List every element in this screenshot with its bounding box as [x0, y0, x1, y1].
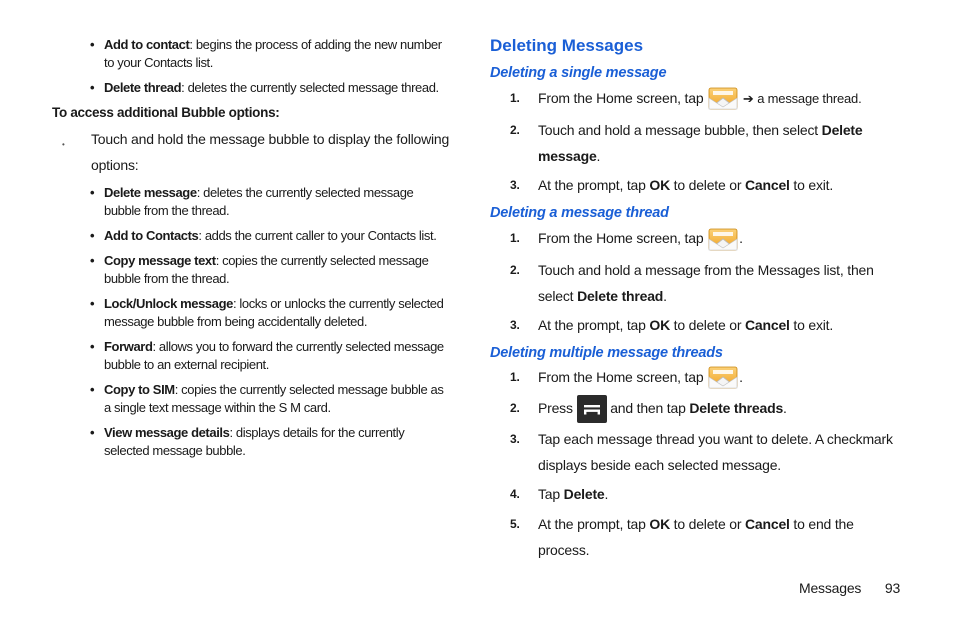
step-text: At the prompt, tap	[538, 177, 650, 194]
arrow-icon: ➔	[742, 91, 754, 106]
step-text: and then tap	[610, 399, 690, 416]
step-number: 3.	[510, 178, 520, 193]
step-text: .	[783, 399, 787, 416]
step-text: displays beside each selected message.	[538, 457, 781, 474]
right-column	[490, 36, 910, 563]
subheading-multiple: Deleting multiple message threads	[490, 344, 723, 361]
bullet-add-to-contact	[52, 36, 452, 72]
step-bold: Delete thread	[577, 287, 664, 304]
bullet-desc: : adds the current caller to your Contacts list.	[198, 228, 437, 243]
messaging-envelope-icon[interactable]	[707, 364, 739, 392]
option-delete-message	[52, 184, 452, 220]
subheading-single: Deleting a single message	[490, 65, 667, 81]
step-text: Press	[538, 399, 573, 416]
step-text: .	[604, 486, 609, 503]
multiple-step-1	[490, 364, 910, 392]
option-copy-to-sim	[52, 381, 452, 417]
step-number: 1.	[510, 91, 520, 105]
option-view-details	[52, 424, 452, 460]
cancel-label: Cancel	[745, 177, 790, 194]
step-number: 1.	[510, 231, 520, 246]
bullet-term: Forward	[104, 339, 153, 354]
bullet-delete-thread	[52, 79, 452, 97]
cancel-label: Cancel	[745, 316, 790, 333]
menu-key-icon[interactable]	[577, 395, 607, 423]
step-text: to delete or	[669, 316, 746, 333]
thread-step-3	[490, 312, 910, 338]
bullet-term: Delete thread	[104, 80, 182, 95]
single-step-3	[490, 172, 910, 198]
step-bold: Delete	[563, 486, 605, 503]
step-number: 4.	[510, 487, 520, 502]
section-title: Deleting Messages	[490, 36, 644, 55]
step-number: 5.	[510, 517, 520, 532]
step-bold: Delete	[821, 122, 863, 139]
messaging-envelope-icon[interactable]	[707, 226, 739, 254]
step-text: .	[663, 287, 667, 304]
step-text: .	[596, 148, 601, 165]
bullet-term: Delete message	[104, 185, 197, 200]
step-text: to delete or	[669, 177, 746, 194]
step-text: Touch and hold a message from the Messages list, then	[538, 261, 874, 278]
bullet-desc: : allows you to forward the currently selected message bubble to an external recipient.	[104, 339, 444, 372]
ok-label: OK	[649, 516, 670, 533]
access-heading: To access additional Bubble options:	[52, 105, 280, 120]
step-text: Tap each message thread you want to delete. A checkmark	[538, 431, 893, 448]
multiple-step-4	[490, 481, 910, 507]
step-number: 2.	[510, 400, 520, 415]
bullet-term: Copy message text	[104, 253, 216, 268]
step-text: From the Home screen, tap	[538, 230, 704, 247]
option-copy-message-text	[52, 252, 452, 288]
bullet-term: Add to Contacts	[104, 228, 199, 243]
page-footer	[799, 580, 900, 596]
page-number: 93	[884, 580, 901, 596]
step-number: 2.	[510, 262, 520, 277]
bullet-desc: : deletes the currently selected message bubble from the thread.	[104, 185, 414, 218]
ok-label: OK	[649, 316, 670, 333]
step-text: At the prompt, tap	[538, 316, 650, 333]
messaging-envelope-icon[interactable]	[707, 85, 739, 113]
thread-step-1	[490, 225, 910, 253]
step-bold: message	[538, 148, 597, 165]
step-text: to end the	[789, 516, 854, 533]
option-add-to-contacts	[52, 227, 452, 245]
intro-text: Touch and hold the message bubble to display the following options:	[91, 131, 450, 173]
step-number: 3.	[510, 432, 520, 447]
step-text: From the Home screen, tap	[538, 90, 704, 106]
step-text: process.	[538, 542, 590, 559]
bullet-term: Add to contact	[104, 37, 190, 52]
bullet-term: Lock/Unlock message	[104, 296, 233, 311]
step-text: Touch and hold a message bubble, then select	[538, 122, 822, 139]
intro-paragraph	[52, 126, 471, 178]
bullet-desc: : deletes the currently selected message thread.	[181, 80, 439, 95]
step-text: to delete or	[669, 516, 746, 533]
bullet-desc: : copies the currently selected message bubble from the thread.	[104, 253, 429, 286]
step-text: select	[538, 287, 578, 304]
step-number: 3.	[510, 317, 520, 332]
bullet-desc: : displays details for the currently selected message bubble.	[104, 425, 405, 458]
subheading-thread: Deleting a message thread	[490, 205, 669, 222]
option-lock-unlock	[52, 295, 452, 331]
step-text: .	[739, 230, 743, 247]
step-bold: Delete threads	[689, 399, 784, 416]
multiple-step-5	[490, 511, 910, 563]
step-text: to exit.	[789, 316, 834, 333]
option-forward	[52, 338, 452, 374]
bullet-desc: : copies the currently selected message bubble as a single text message within the S M card.	[104, 382, 444, 415]
ok-label: OK	[649, 177, 670, 194]
step-text: to exit.	[789, 177, 834, 194]
thread-step-2	[490, 257, 910, 309]
step-text: At the prompt, tap	[538, 516, 650, 533]
left-column	[52, 36, 452, 460]
multiple-step-2	[490, 395, 910, 423]
cancel-label: Cancel	[745, 516, 790, 533]
single-step-2	[490, 117, 898, 169]
step-text: From the Home screen, tap	[538, 368, 704, 385]
multiple-step-3	[490, 426, 910, 478]
bullet-term: Copy to SIM	[104, 382, 175, 397]
step-text: Tap	[538, 486, 564, 503]
small-bullet-icon: •	[62, 140, 65, 149]
step-text: .	[739, 368, 743, 385]
step-text: a message thread.	[757, 91, 862, 106]
bullet-desc: : locks or unlocks the currently selected message bubble from being accidentally deleted.	[104, 296, 444, 329]
footer-section: Messages	[799, 580, 862, 596]
step-number: 1.	[510, 369, 520, 384]
single-step-1	[490, 85, 910, 113]
bullet-desc: : begins the process of adding the new number to your Contacts list.	[104, 37, 442, 70]
bullet-term: View message details	[104, 425, 230, 440]
step-number: 2.	[510, 123, 520, 138]
